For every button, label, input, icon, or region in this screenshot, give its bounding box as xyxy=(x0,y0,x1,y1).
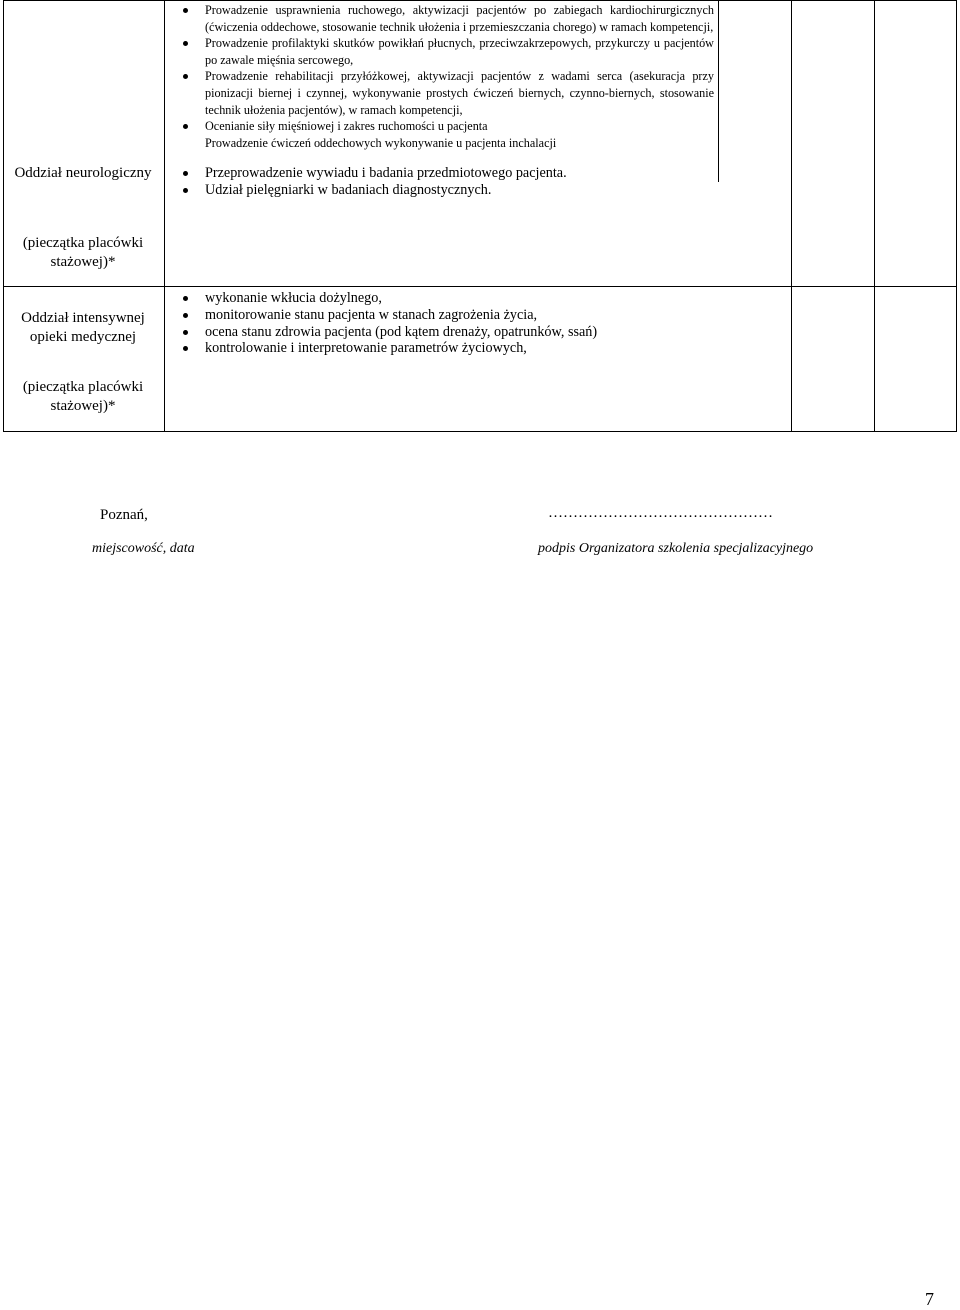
table-border-bottom xyxy=(3,431,957,432)
col-divider-right xyxy=(956,0,957,432)
list-item: Prowadzenie usprawnienia ruchowego, aktywizacji pacjentów po zabiegach kardiochirurgicznych (ćwiczenia oddechowe, stosowanie technik ułożenia i przemieszczania chorego) w ramach kompetencji, xyxy=(172,2,714,35)
row-divider xyxy=(3,286,957,287)
list-item: ocena stanu zdrowia pacjenta (pod kątem drenaży, opatrunków, ssań) xyxy=(172,324,732,341)
col-divider-1 xyxy=(718,0,719,182)
neurology-task-list-2 xyxy=(172,165,712,199)
icu-task-list xyxy=(172,290,732,357)
table-border-top xyxy=(3,0,957,1)
list-item: Prowadzenie ćwiczeń oddechowych wykonywanie u pacjenta inchalacji xyxy=(205,135,557,150)
list-item: monitorowanie stanu pacjenta w stanach zagrożenia życia, xyxy=(172,307,732,324)
place-label: Poznań, xyxy=(100,507,148,523)
signature-dots: ……………………………………… xyxy=(548,505,773,521)
neurology-task-list xyxy=(172,2,714,151)
list-item: Ocenianie siły mięśniowej i zakres ruchomości u pacjenta xyxy=(172,118,714,135)
list-item: Prowadzenie rehabilitacji przyłóżkowej, aktywizacji pacjentów z wadami serca (asekuracja przy pionizacji biernej i czynnej, wykonywanie prostych ćwiczeń biernych, czynno-biernych, stosowanie technik ułożenia pacjentów), w ramach kompetencji, xyxy=(172,68,714,118)
stamp-placeholder-2: (pieczątka placówki stażowej)* xyxy=(22,379,144,414)
department-icu: Oddział intensywnej opieki medycznej xyxy=(21,310,145,345)
list-item: wykonanie wkłucia dożylnego, xyxy=(172,290,732,307)
list-item: Udział pielęgniarki w badaniach diagnostycznych. xyxy=(172,182,712,199)
signature-caption: podpis Organizatora szkolenia specjalizacyjnego xyxy=(538,541,814,556)
col-divider-left xyxy=(3,0,4,432)
page-number: 7 xyxy=(925,1289,934,1309)
list-item: kontrolowanie i interpretowanie parametrów życiowych, xyxy=(172,340,732,357)
list-item: Przeprowadzenie wywiadu i badania przedmiotowego pacjenta. xyxy=(172,165,712,182)
col-divider-2 xyxy=(791,0,792,432)
col-divider-3 xyxy=(874,0,875,432)
department-neurology: Oddział neurologiczny xyxy=(14,165,152,181)
list-item: Prowadzenie profilaktyki skutków powikłań płucnych, przeciwzakrzepowych, przykurczy u pacjentów po zawale mięśnia sercowego, xyxy=(172,35,714,68)
stamp-placeholder-1: (pieczątka placówki stażowej)* xyxy=(22,235,144,270)
col-divider-dept xyxy=(164,0,165,432)
place-date-caption: miejscowość, data xyxy=(92,541,195,556)
